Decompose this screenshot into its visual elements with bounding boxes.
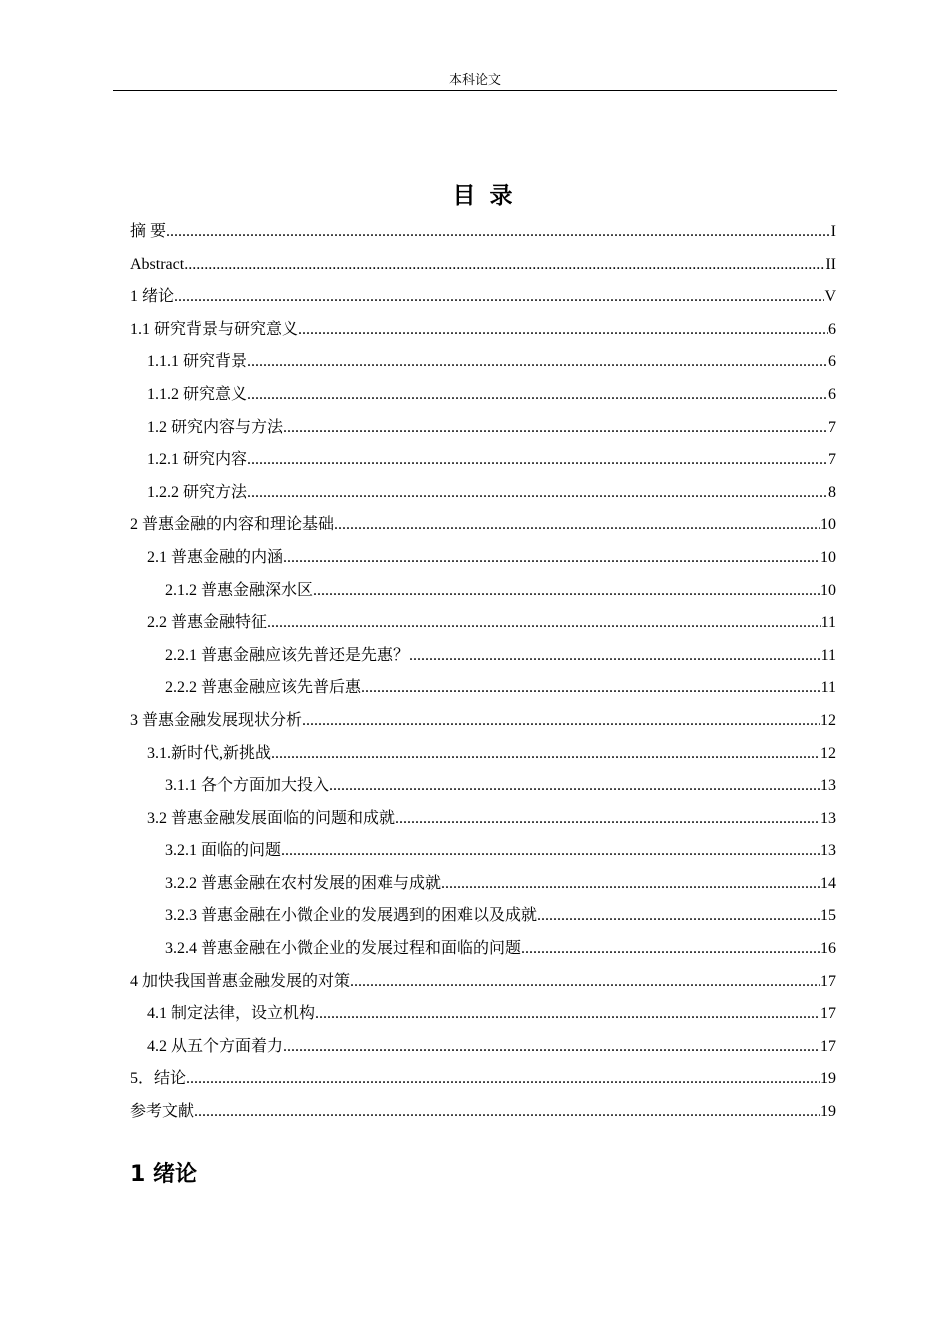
toc-entry-label: 2.2 普惠金融特征 [147,614,268,632]
toc-entry[interactable] [130,509,836,542]
toc-entry[interactable] [130,477,836,510]
toc-entry-label: 4.2 从五个方面着力 [147,1037,284,1055]
toc-leader-dots [194,1096,820,1129]
toc-entry-label: 1.1.2 研究意义 [147,385,248,403]
toc-leader-dots [329,770,820,803]
toc-entry-label: Abstract [130,255,185,273]
toc-entry[interactable] [130,1031,836,1064]
toc-entry-page: 19 [820,1103,836,1121]
toc-entry-page: 12 [820,711,836,729]
toc-entry[interactable] [130,640,836,673]
toc-entry-page: 10 [820,548,836,566]
toc-entry-label: 3.2.3 普惠金融在小微企业的发展遇到的困难以及成就 [165,907,538,925]
toc-leader-dots [184,249,825,282]
toc-entry[interactable] [130,966,836,999]
toc-leader-dots [395,803,820,836]
toc-entry-page: 16 [820,940,836,958]
toc-entry-page: 6 [828,353,836,371]
toc-entry-page: 10 [820,516,836,534]
toc-entry-page: 13 [820,842,836,860]
toc-entry-label: 1 绪论 [130,288,175,306]
toc-entry[interactable] [130,803,836,836]
toc-leader-dots [247,346,828,379]
toc-entry[interactable] [130,900,836,933]
toc-entry-label: 4.1 制定法律，设立机构 [147,1005,316,1023]
toc-leader-dots [361,672,821,705]
toc-entry-page: 6 [828,385,836,403]
toc-entry-label: 2.1 普惠金融的内涵 [147,548,284,566]
toc-entry-page: II [825,255,836,273]
toc-entry[interactable] [130,444,836,477]
toc-entry-page: 17 [820,1037,836,1055]
toc-entry-label: 3.2 普惠金融发展面临的问题和成就 [147,809,396,827]
toc-entry-label: 3.2.2 普惠金融在农村发展的困难与成就 [165,874,442,892]
toc-entry[interactable] [130,738,836,771]
toc-entry-page: 7 [828,418,836,436]
toc-entry-page: 13 [820,809,836,827]
toc-leader-dots [283,1031,820,1064]
toc-entry[interactable] [130,705,836,738]
toc-leader-dots [409,640,821,673]
toc-entry[interactable] [130,314,836,347]
toc-entry-page: 11 [820,646,836,664]
toc-entry-page: 17 [820,1005,836,1023]
toc-entry-page: 11 [820,679,836,697]
toc-leader-dots [283,542,820,575]
toc-entry-page: 15 [820,907,836,925]
toc-leader-dots [186,1063,820,1096]
toc-leader-dots [334,509,820,542]
toc-entry-page: 8 [828,483,836,501]
table-of-contents [130,216,836,1129]
toc-leader-dots [350,966,820,999]
toc-entry-label: 4 加快我国普惠金融发展的对策 [130,972,351,990]
toc-entry-label: 2.2.2 普惠金融应该先普后惠 [165,679,362,697]
toc-entry-label: 1.1.1 研究背景 [147,353,248,371]
toc-leader-dots [281,835,820,868]
toc-leader-dots [315,998,820,1031]
toc-entry[interactable] [130,672,836,705]
toc-leader-dots [166,216,831,249]
toc-entry-label: 3.1.新时代,新挑战 [147,744,272,762]
toc-entry[interactable] [130,542,836,575]
toc-entry-page: 10 [820,581,836,599]
toc-entry-label: 2.1.2 普惠金融深水区 [165,581,314,599]
toc-entry-page: 12 [820,744,836,762]
toc-entry-page: V [824,288,836,306]
toc-entry[interactable] [130,868,836,901]
toc-entry-label: 1.1 研究背景与研究意义 [130,320,299,338]
section-heading: 1 绪论 [130,1162,197,1187]
toc-entry[interactable] [130,835,836,868]
toc-leader-dots [247,477,828,510]
toc-entry[interactable] [130,379,836,412]
toc-entry[interactable] [130,770,836,803]
toc-entry[interactable] [130,281,836,314]
toc-leader-dots [267,607,821,640]
toc-entry[interactable] [130,412,836,445]
toc-entry-label: 5．结论 [130,1070,187,1088]
page-header [113,72,837,91]
toc-entry-label: 2 普惠金融的内容和理论基础 [130,516,335,534]
toc-leader-dots [174,281,824,314]
toc-entry-label: 1.2.1 研究内容 [147,451,248,469]
toc-entry-page: 11 [820,614,836,632]
toc-entry[interactable] [130,998,836,1031]
toc-entry-label: 摘 要 [130,223,167,240]
toc-entry[interactable] [130,1063,836,1096]
toc-entry-page: I [830,223,836,240]
toc-leader-dots [271,738,820,771]
toc-leader-dots [298,314,828,347]
toc-leader-dots [302,705,820,738]
toc-leader-dots [441,868,820,901]
toc-entry-page: 17 [820,972,836,990]
toc-leader-dots [247,444,828,477]
toc-leader-dots [247,379,828,412]
toc-entry[interactable] [130,575,836,608]
toc-leader-dots [537,900,820,933]
toc-entry[interactable] [130,1096,836,1129]
toc-entry-label: 1.2.2 研究方法 [147,483,248,501]
toc-entry-page: 19 [820,1070,836,1088]
toc-leader-dots [313,575,820,608]
toc-entry-page: 13 [820,777,836,795]
toc-leader-dots [521,933,820,966]
running-title: 本科论文 [448,72,501,87]
toc-entry[interactable] [130,249,836,282]
toc-entry-page: 6 [828,320,836,338]
toc-entry-label: 参考文献 [130,1103,195,1121]
toc-entry-label: 3.1.1 各个方面加大投入 [165,777,330,795]
toc-entry[interactable] [130,933,836,966]
toc-entry-page: 7 [828,451,836,469]
toc-entry-label: 3.2.4 普惠金融在小微企业的发展过程和面临的问题 [165,940,522,958]
toc-entry-page: 14 [820,874,836,892]
toc-entry[interactable] [130,216,836,249]
toc-entry-label: 1.2 研究内容与方法 [147,418,284,436]
toc-entry-label: 3 普惠金融发展现状分析 [130,711,303,729]
toc-entry-label: 2.2.1 普惠金融应该先普还是先惠？ [165,646,410,664]
toc-entry[interactable] [130,346,836,379]
toc-entry[interactable] [130,607,836,640]
toc-title: 目 录 [452,183,516,209]
toc-entry-label: 3.2.1 面临的问题 [165,842,282,860]
toc-leader-dots [283,412,828,445]
